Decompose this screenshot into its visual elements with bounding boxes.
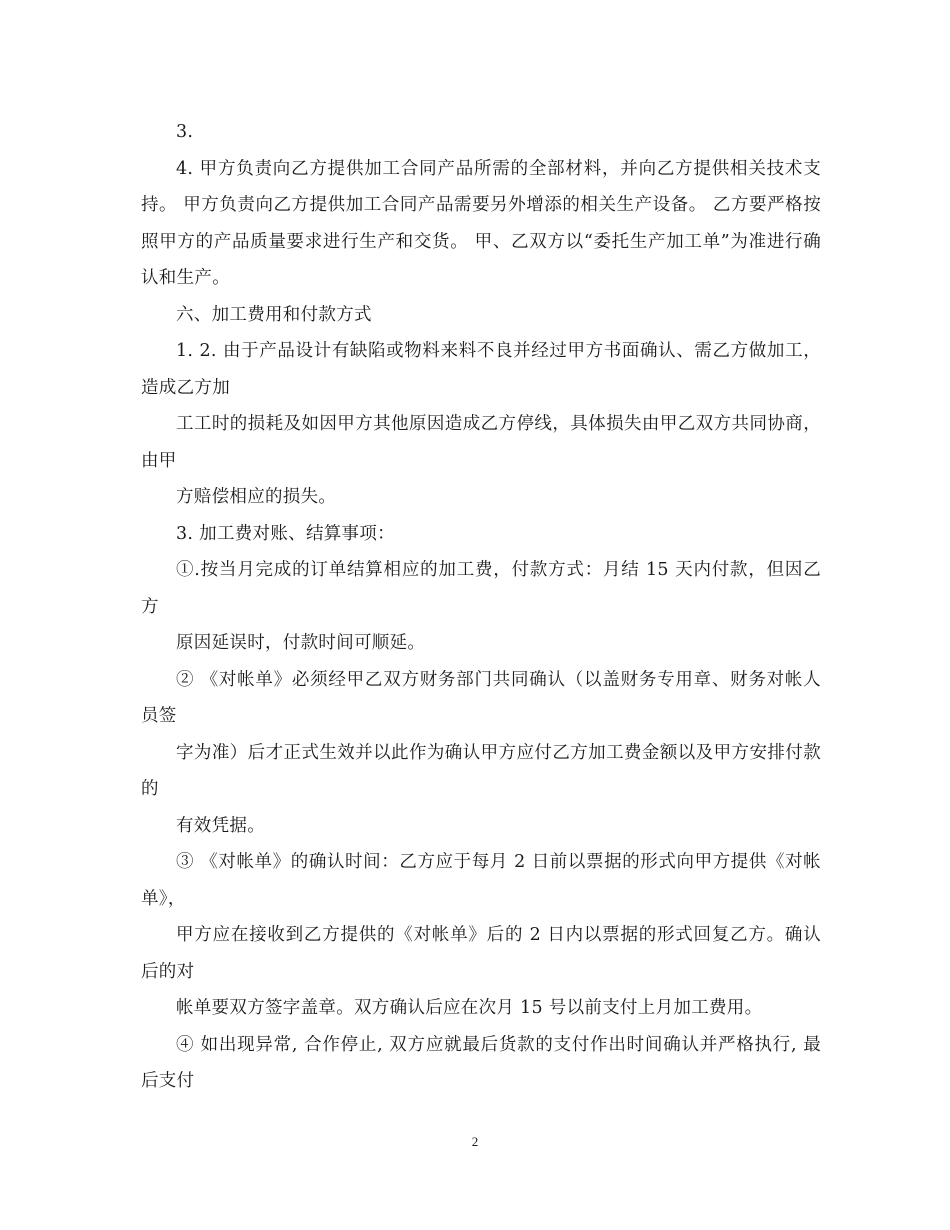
section-heading: 六、加工费用和付款方式 bbox=[176, 304, 372, 325]
paragraph: 原因延误时，付款时间可顺延。 bbox=[176, 633, 426, 653]
paragraph: 甲方应在接收到乙方提供的《对帐单》后的 2 日内以票据的形式回复乙方。确认后的对 bbox=[141, 925, 821, 982]
page-number: 2 bbox=[471, 1134, 479, 1149]
paragraph: 4. 甲方负责向乙方提供加工合同产品所需的全部材料，并向乙方提供相关技术支持。 甲方负责向乙方提供加工合同产品需要另外增添的相关生产设备。 乙方要严格按照甲方的产品质量要求进行生产和交货。 甲、乙双方以“委托生产加工单”为准进行确认和生产。 bbox=[141, 158, 821, 288]
document-body bbox=[141, 114, 821, 1100]
paragraph: 1. 2. 由于产品设计有缺陷或物料来料不良并经过甲方书面确认、需乙方做加工，造成乙方加 bbox=[141, 341, 821, 398]
paragraph: 工工时的损耗及如因甲方其他原因造成乙方停线，具体损失由甲乙双方共同协商，由甲 bbox=[141, 414, 821, 471]
paragraph: ④ 如出现异常, 合作停止, 双方应就最后货款的支付作出时间确认并严格执行, 最后支付 bbox=[141, 1034, 821, 1091]
paragraph: 有效凭据。 bbox=[176, 815, 265, 836]
paragraph: ①.按当月完成的订单结算相应的加工费，付款方式：月结 15 天内付款，但因乙方 bbox=[141, 560, 821, 617]
paragraph: 帐单要双方签字盖章。双方确认后应在次月 15 号以前支付上月加工费用。 bbox=[176, 998, 763, 1018]
paragraph: 3. 加工费对账、结算事项： bbox=[176, 523, 395, 544]
paragraph: ② 《对帐单》必须经甲乙双方财务部门共同确认（以盖财务专用章、财务对帐人员签 bbox=[141, 669, 821, 726]
paragraph: 3. bbox=[176, 122, 194, 142]
paragraph: 方赔偿相应的损失。 bbox=[176, 487, 337, 507]
paragraph: 字为准）后才正式生效并以此作为确认甲方应付乙方加工费金额以及甲方安排付款的 bbox=[141, 742, 821, 799]
paragraph: ③ 《对帐单》的确认时间：乙方应于每月 2 日前以票据的形式向甲方提供《对帐单》， bbox=[141, 852, 821, 909]
